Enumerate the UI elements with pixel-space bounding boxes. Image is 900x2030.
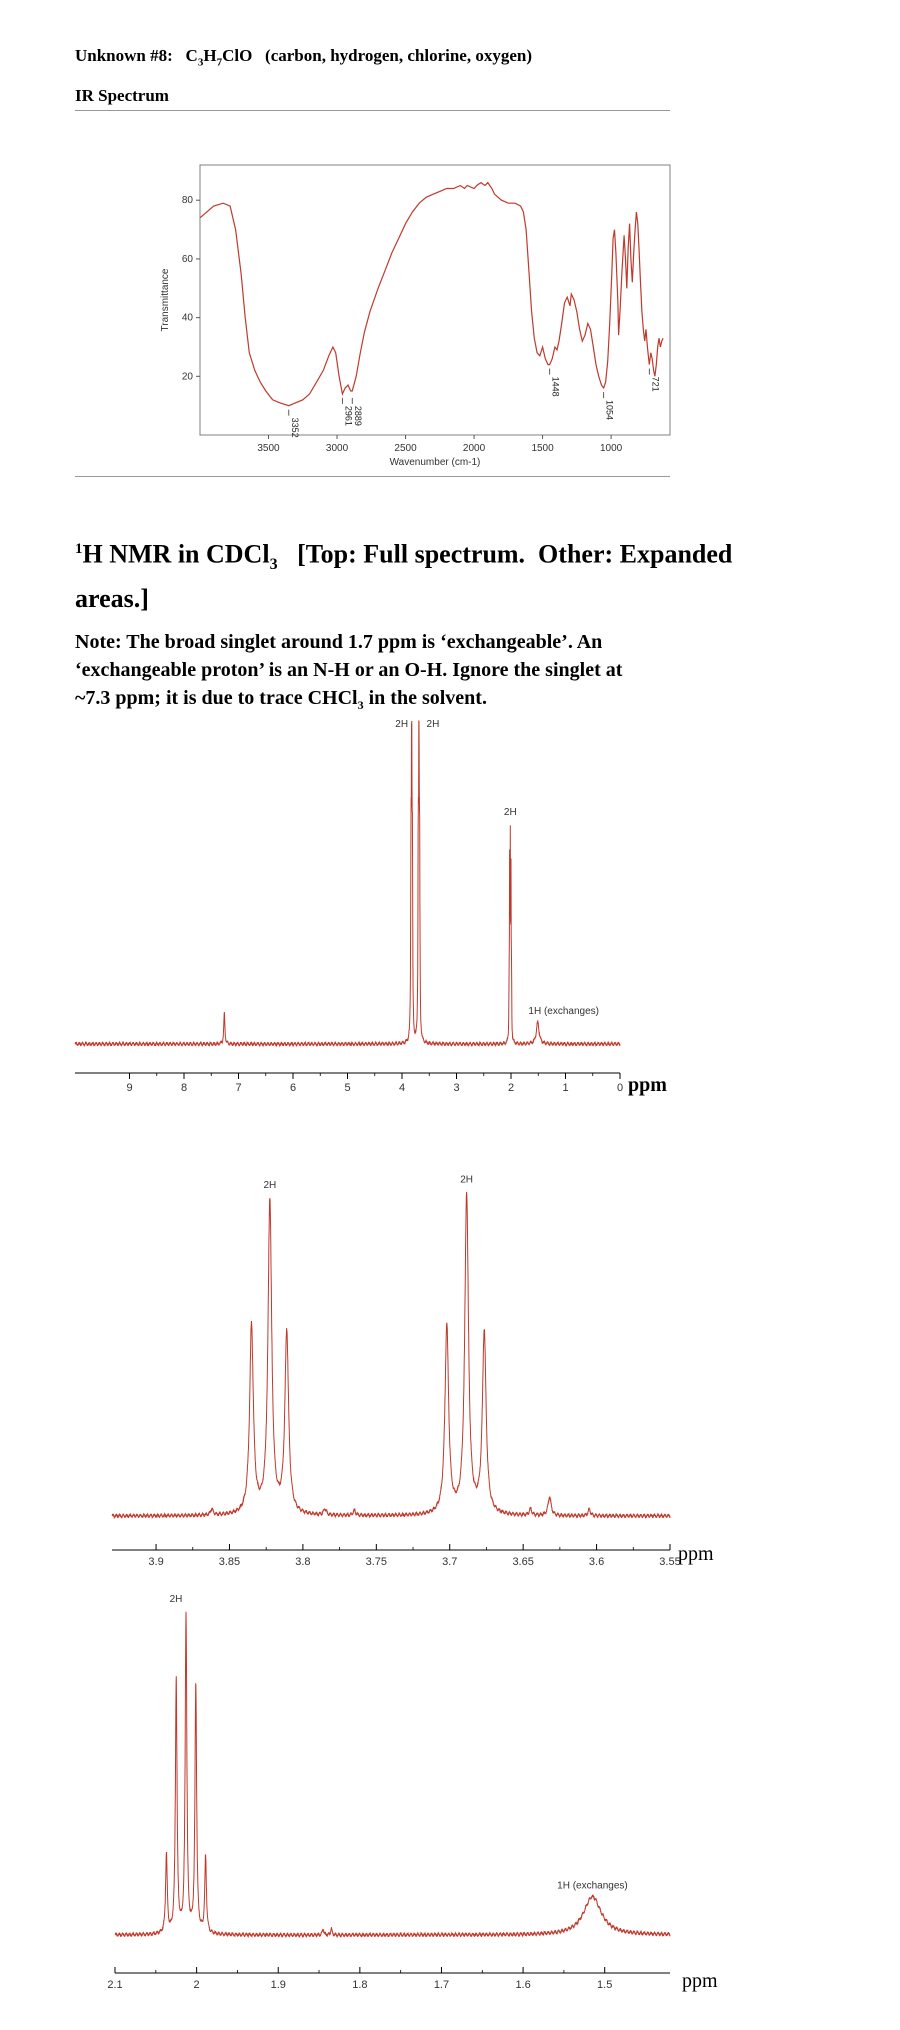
nmr-x-tick-label: 3.85 — [218, 1556, 241, 1568]
nmr-x-tick-label: 7 — [235, 1082, 242, 1094]
ir-x-tick-label: 3500 — [257, 443, 280, 454]
ir-top-divider — [75, 110, 670, 111]
ir-y-tick-label: 20 — [181, 371, 193, 383]
ir-x-tick-label: 2500 — [394, 443, 417, 454]
ir-spectrum-chart — [0, 115, 900, 480]
nmr-integration-label: 2H — [460, 1174, 474, 1186]
nmr-x-tick-label: 8 — [180, 1082, 188, 1094]
note-line-3: ~7.3 ppm; it is due to trace CHCl$_3$ in the solvent. — [75, 687, 487, 712]
ir-bottom-divider — [75, 476, 670, 477]
nmr-integration-label: 2H — [395, 719, 409, 730]
nmr-integration-label: 2H — [169, 1594, 183, 1605]
ir-peak-label: 1448 — [550, 376, 561, 397]
ir-plot-frame — [200, 165, 670, 435]
ir-peak-label: 1054 — [604, 400, 615, 421]
nmr-x-tick-label: 1.8 — [352, 1979, 368, 1991]
nmr-note — [75, 628, 875, 719]
nmr-ppm-unit-label: ppm — [628, 1074, 667, 1096]
nmr-x-tick-label: 3.7 — [442, 1556, 458, 1568]
ir-y-tick-label: 40 — [181, 312, 193, 324]
nmr-spectrum-trace — [75, 721, 620, 1046]
ir-y-tick-label: 60 — [181, 253, 193, 265]
ir-y-tick-label: 80 — [181, 195, 193, 207]
nmr-x-tick-label: 3.8 — [295, 1556, 311, 1568]
nmr-x-tick-label: 5 — [344, 1082, 351, 1094]
note-line-1: Note: The broad singlet around 1.7 ppm is ‘exchangeable’. An — [75, 631, 603, 653]
nmr-x-tick-label: 3.75 — [365, 1556, 388, 1568]
nmr-x-tick-label: 9 — [126, 1082, 133, 1094]
note-line-2: ‘exchangeable proton’ is an N-H or an O-H. Ignore the singlet at — [75, 659, 623, 681]
ir-x-tick-label: 1500 — [531, 443, 554, 454]
nmr-expansion-3-8-chart — [0, 1160, 900, 1580]
nmr-ppm-unit-label: ppm — [678, 1543, 714, 1565]
nmr-full-spectrum-chart — [0, 715, 900, 1110]
ir-peak-label: 3352 — [289, 417, 300, 438]
nmr-x-tick-label: 1.9 — [270, 1979, 286, 1991]
ir-x-tick-label: 2000 — [462, 443, 486, 454]
nmr-x-tick-label: 1.6 — [515, 1979, 531, 1991]
nmr-x-tick-label: 6 — [289, 1082, 297, 1094]
nmr-expansion-2-0-chart — [0, 1590, 900, 2030]
nmr-x-tick-label: 2 — [193, 1979, 200, 1991]
nmr-x-tick-label: 3.6 — [588, 1556, 605, 1568]
nmr-integration-label: 2H — [426, 719, 440, 730]
unknown-title — [75, 46, 532, 68]
nmr-x-tick-label: 1.7 — [433, 1979, 450, 1991]
nmr-heading: $^1$H NMR in CDCl$_3$ [Top: Full spectrum. Other: Expanded areas.] — [75, 539, 733, 613]
nmr-ppm-unit-label: ppm — [682, 1970, 718, 1992]
unknown-label: Unknown #8: — [75, 46, 173, 65]
ir-x-tick-label: 3000 — [325, 443, 349, 454]
ir-peak-label: 721 — [650, 376, 661, 392]
ir-heading: IR Spectrum — [75, 86, 169, 105]
nmr-x-tick-label: 3.55 — [659, 1556, 681, 1568]
nmr-x-tick-label: 2 — [507, 1082, 515, 1094]
nmr-spectrum-trace — [112, 1192, 670, 1518]
nmr-x-tick-label: 3 — [453, 1082, 460, 1094]
ir-peak-label: 2961 — [343, 405, 354, 426]
nmr-integration-label: 1H (exchanges) — [528, 1006, 600, 1018]
ir-transmittance-trace — [200, 183, 663, 406]
nmr-integration-label: 2H — [263, 1180, 277, 1192]
ir-x-axis-label: Wavenumber (cm-1) — [389, 457, 481, 468]
nmr-x-tick-label: 0 — [616, 1082, 624, 1094]
ir-peak-label: 2889 — [353, 405, 364, 426]
molecular-formula: $C_3H_7ClO$ — [185, 46, 253, 69]
nmr-x-tick-label: 2.1 — [107, 1979, 123, 1991]
nmr-x-tick-label: 3.9 — [148, 1556, 164, 1568]
nmr-integration-label: 1H (exchanges) — [557, 1880, 628, 1892]
elements-note: (carbon, hydrogen, chlorine, oxygen) — [265, 46, 533, 65]
nmr-x-tick-label: 3.65 — [512, 1556, 534, 1568]
ir-y-axis-label: Transmittance — [160, 268, 171, 332]
nmr-integration-label: 2H — [503, 806, 517, 818]
nmr-x-tick-label: 4 — [398, 1082, 406, 1094]
nmr-x-tick-label: 1 — [562, 1082, 569, 1094]
nmr-x-tick-label: 1.5 — [597, 1979, 613, 1991]
ir-x-tick-label: 1000 — [599, 443, 623, 454]
